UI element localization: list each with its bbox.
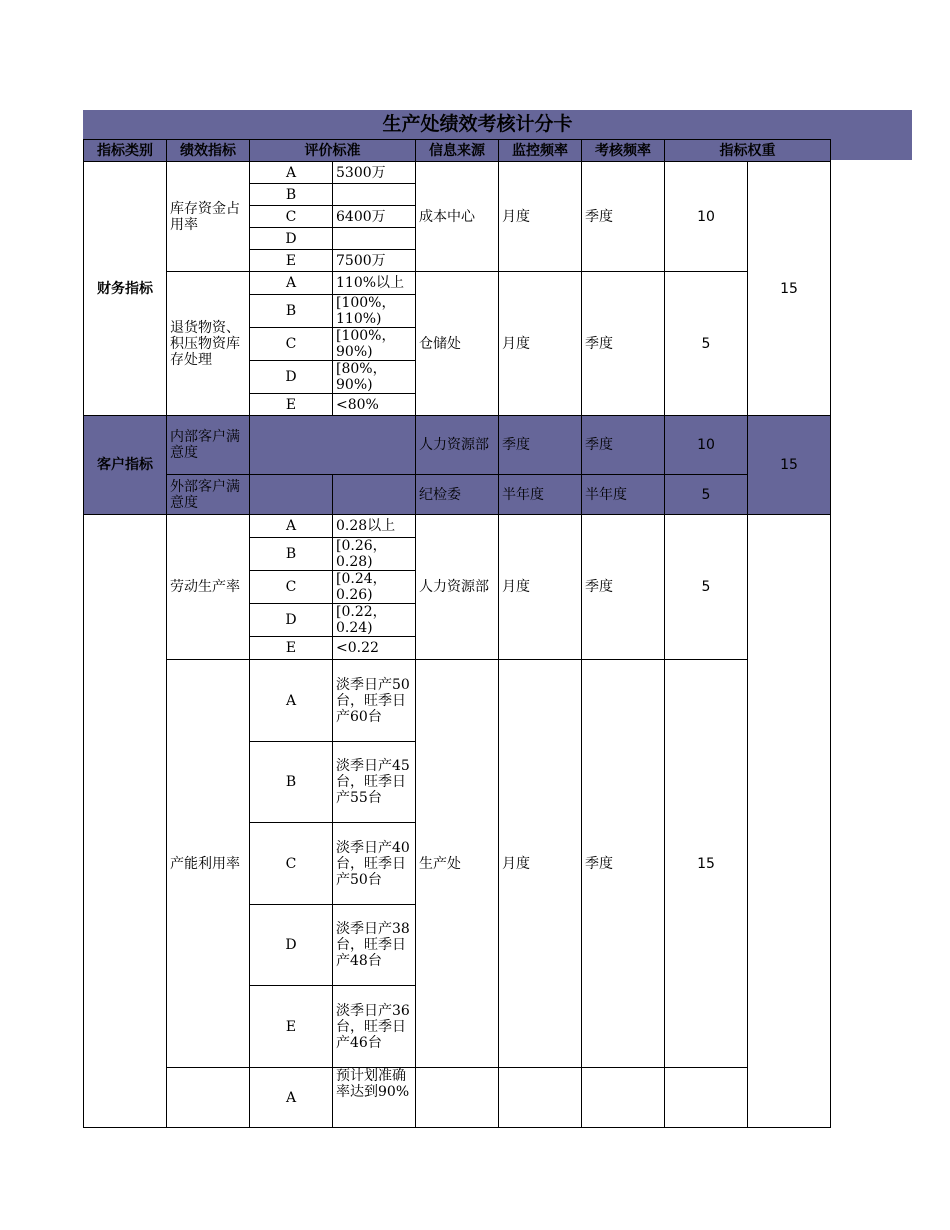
indicator-name: 退货物资、积压物资库存处理: [167, 272, 250, 416]
indicator-name: 内部客户满意度: [167, 416, 250, 475]
info-source-empty: [416, 1068, 499, 1128]
grade-label: E: [250, 394, 333, 416]
grade-label: D: [250, 905, 333, 986]
grade-label: B: [250, 295, 333, 328]
category-customer: 客户指标: [84, 416, 167, 515]
grade-standard: 淡季日产38台，旺季日产48台: [333, 905, 416, 986]
indicator-weight: 5: [665, 475, 748, 515]
header-category: 指标类别: [84, 140, 167, 162]
grade-label: C: [250, 823, 333, 905]
monitor-frequency: 月度: [499, 515, 582, 660]
grade-standard: 淡季日产40台，旺季日产50台: [333, 823, 416, 905]
monitor-frequency: 半年度: [499, 475, 582, 515]
grade-standard: 淡季日产50台，旺季日产60台: [333, 660, 416, 742]
header-band-overflow: [829, 139, 912, 160]
grade-label: B: [250, 184, 333, 206]
grade-standard: [0.24，0.26): [333, 571, 416, 604]
assess-frequency: 季度: [582, 660, 665, 1068]
grade-label: A: [250, 1068, 333, 1128]
grade-label: D: [250, 228, 333, 250]
table-row: [84, 1068, 831, 1128]
grade-standard: 淡季日产45台，旺季日产55台: [333, 742, 416, 823]
table-row: [84, 515, 831, 538]
grade-standard: 6400万: [333, 206, 416, 228]
indicator-name: [167, 1068, 250, 1128]
indicator-weight: 5: [665, 515, 748, 660]
info-source: 成本中心: [416, 162, 499, 272]
table-row: [84, 162, 831, 184]
grade-standard: <0.22: [333, 637, 416, 660]
grade-label: D: [250, 361, 333, 394]
category-operations: [84, 515, 167, 1128]
assess-frequency: 季度: [582, 416, 665, 475]
indicator-weight-empty: [665, 1068, 748, 1128]
grade-label: C: [250, 571, 333, 604]
indicator-weight: 10: [665, 162, 748, 272]
info-source: 纪检委: [416, 475, 499, 515]
grade-label: A: [250, 515, 333, 538]
header-row: [84, 140, 831, 162]
grade-standard: 7500万: [333, 250, 416, 272]
grade-standard: [0.26，0.28): [333, 538, 416, 571]
grade-standard: 预计划准确率达到90%: [333, 1068, 416, 1128]
grade-label: E: [250, 637, 333, 660]
indicator-weight: 5: [665, 272, 748, 416]
assess-frequency: 季度: [582, 515, 665, 660]
scorecard-table: [83, 139, 831, 1128]
grade-standard: 110%以上: [333, 272, 416, 295]
grade-standard: <80%: [333, 394, 416, 416]
sheet-title: 生产处绩效考核计分卡: [382, 113, 573, 135]
grade-standard: [0.22，0.24): [333, 604, 416, 637]
category-weight-finance: 15: [748, 162, 831, 416]
grade-label: B: [250, 742, 333, 823]
grade-standard-empty: [250, 416, 416, 475]
grade-label: E: [250, 250, 333, 272]
table-row: [84, 475, 831, 515]
indicator-name: 产能利用率: [167, 660, 250, 1068]
monitor-frequency: 月度: [499, 162, 582, 272]
grade-standard: 淡季日产36台，旺季日产46台: [333, 986, 416, 1068]
info-source: 仓储处: [416, 272, 499, 416]
grade-standard: [100%，90%): [333, 328, 416, 361]
info-source: 生产处: [416, 660, 499, 1068]
category-weight-operations: [748, 515, 831, 1128]
header-indicator: 绩效指标: [167, 140, 250, 162]
category-finance: 财务指标: [84, 162, 167, 416]
monitor-frequency: 月度: [499, 660, 582, 1068]
category-weight-customer: 15: [748, 416, 831, 515]
table-row: [84, 660, 831, 742]
grade-standard: [100%，110%): [333, 295, 416, 328]
assess-frequency: 季度: [582, 162, 665, 272]
indicator-weight: 10: [665, 416, 748, 475]
header-monitor: 监控频率: [499, 140, 582, 162]
indicator-name: 库存资金占用率: [167, 162, 250, 272]
monitor-frequency: 月度: [499, 272, 582, 416]
indicator-name: 外部客户满意度: [167, 475, 250, 515]
grade-label: A: [250, 272, 333, 295]
info-source: 人力资源部: [416, 515, 499, 660]
table-row: [84, 416, 831, 475]
grade-label: D: [250, 604, 333, 637]
grade-label: A: [250, 162, 333, 184]
header-standard: 评价标准: [250, 140, 416, 162]
grade-label-empty: [250, 475, 333, 515]
grade-standard: 5300万: [333, 162, 416, 184]
grade-standard: 0.28以上: [333, 515, 416, 538]
assess-frequency: 半年度: [582, 475, 665, 515]
info-source: 人力资源部: [416, 416, 499, 475]
grade-label: C: [250, 328, 333, 361]
monitor-frequency-empty: [499, 1068, 582, 1128]
assess-frequency-empty: [582, 1068, 665, 1128]
grade-label: E: [250, 986, 333, 1068]
grade-standard-empty: [333, 475, 416, 515]
grade-label: C: [250, 206, 333, 228]
grade-label: A: [250, 660, 333, 742]
indicator-weight: 15: [665, 660, 748, 1068]
grade-label: B: [250, 538, 333, 571]
table-row: [84, 272, 831, 295]
grade-standard: [333, 228, 416, 250]
header-source: 信息来源: [416, 140, 499, 162]
header-weight: 指标权重: [665, 140, 831, 162]
monitor-frequency: 季度: [499, 416, 582, 475]
header-assess: 考核频率: [582, 140, 665, 162]
grade-standard: [80%，90%): [333, 361, 416, 394]
grade-standard: [333, 184, 416, 206]
indicator-name: 劳动生产率: [167, 515, 250, 660]
assess-frequency: 季度: [582, 272, 665, 416]
